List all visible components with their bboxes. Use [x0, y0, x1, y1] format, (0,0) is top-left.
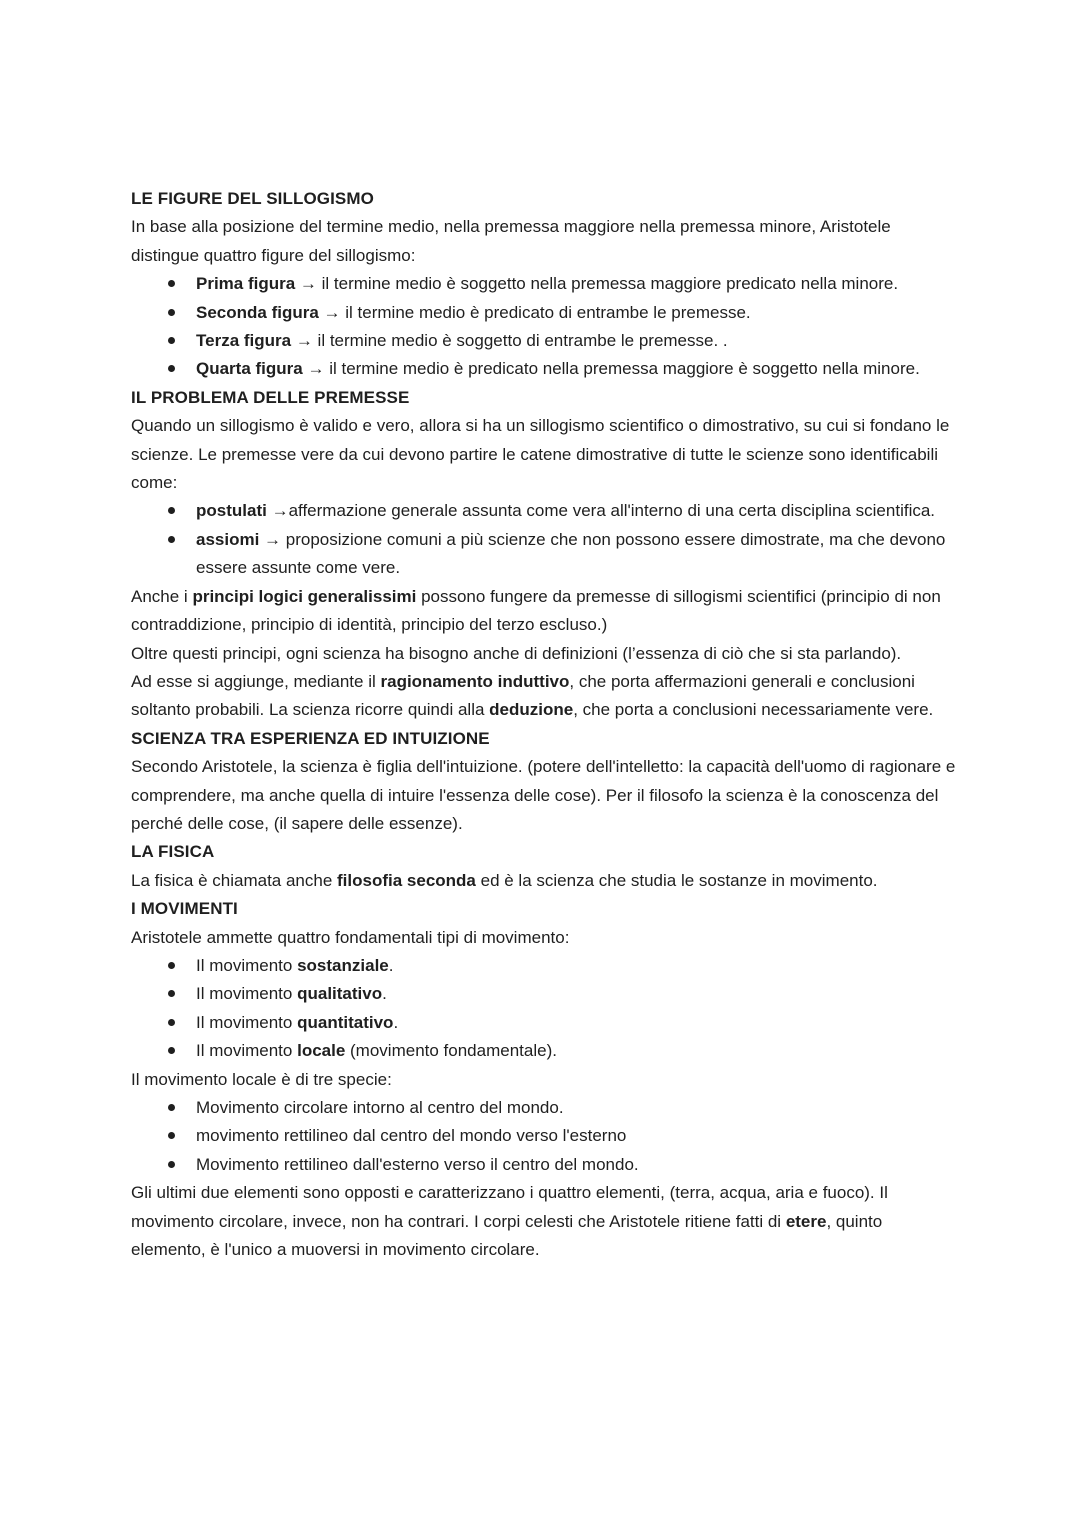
- list-item: Movimento circolare intorno al centro del mondo.: [131, 1094, 961, 1122]
- item-text: → il termine medio è soggetto nella premessa maggiore predicato nella minore.: [295, 274, 899, 294]
- text-span: Il movimento: [196, 1012, 298, 1032]
- text-span: Gli ultimi due elementi sono opposti e caratterizzano i quattro elementi, (terra, acqua, aria e fuoco). Il movimento circolare, invece, non ha contrari. I corpi celesti che Aristotele ritiene fatti di: [131, 1183, 888, 1231]
- paragraph-fisica: [131, 867, 961, 895]
- text-span: possono fungere da premesse di sillogismi scientifici (principio di non contraddizione, principio di identità, principio del terzo escluso.): [131, 586, 941, 635]
- term-bold: qualitativo: [297, 984, 383, 1004]
- list-item: movimento rettilineo dal centro del mondo verso l'esterno: [131, 1122, 961, 1150]
- text-span: (movimento fondamentale).: [345, 1041, 557, 1061]
- heading-premesse: IL PROBLEMA DELLE PREMESSE: [131, 387, 410, 407]
- heading-movimenti: I MOVIMENTI: [131, 899, 238, 919]
- paragraph-locale-intro: Il movimento locale è di tre specie:: [131, 1069, 392, 1089]
- item-text: → il termine medio è predicato nella premessa maggiore è soggetto nella minore.: [302, 359, 920, 379]
- document-body: [131, 185, 961, 1264]
- item-text: →affermazione generale assunta come vera all'interno di una certa disciplina scientifica.: [266, 501, 936, 521]
- list-item: [131, 497, 961, 525]
- text-span: Il movimento: [196, 984, 298, 1004]
- list-item: [131, 1037, 961, 1065]
- term-bold: postulati: [196, 501, 267, 521]
- list-item: [131, 952, 961, 980]
- term-bold: quantitativo: [297, 1012, 394, 1032]
- paragraph-movimenti-intro: Aristotele ammette quattro fondamentali tipi di movimento:: [131, 927, 570, 947]
- list-locale: [131, 1094, 961, 1179]
- paragraph-principi: [131, 583, 961, 640]
- term-bold: sostanziale: [297, 955, 389, 975]
- term-bold: filosofia seconda: [337, 870, 476, 890]
- term-bold: Quarta figura: [196, 359, 303, 379]
- text-span: Anche i: [131, 586, 193, 606]
- term-bold: assiomi: [196, 529, 260, 549]
- list-movimenti: [131, 952, 961, 1066]
- list-premesse: [131, 497, 961, 582]
- text-span: , quinto elemento, è l'unico a muoversi in movimento circolare.: [131, 1211, 883, 1260]
- list-item: [131, 355, 961, 383]
- list-item: [131, 327, 961, 355]
- list-item: [131, 526, 961, 583]
- paragraph-definizioni: Oltre questi principi, ogni scienza ha bisogno anche di definizioni (l’essenza di ciò che si sta parlando).: [131, 643, 902, 663]
- term-bold: locale: [297, 1041, 346, 1061]
- item-text: → proposizione comuni a più scienze che non possono essere dimostrate, ma che devono essere assunte come vere.: [196, 529, 946, 578]
- text-span: .: [388, 955, 394, 975]
- text-span: Ad esse si aggiunge, mediante il: [131, 671, 381, 691]
- term-bold: Seconda figura: [196, 302, 319, 322]
- text-span: ed è la scienza che studia le sostanze in movimento.: [475, 870, 878, 890]
- text-span: La fisica è chiamata anche: [131, 870, 338, 890]
- text-span: Il movimento: [196, 955, 298, 975]
- heading-fisica: LA FISICA: [131, 842, 215, 862]
- text-span: .: [382, 984, 387, 1004]
- term-bold: Prima figura: [196, 274, 296, 294]
- term-bold: principi logici generalissimi: [192, 586, 417, 606]
- paragraph-induzione: [131, 668, 961, 725]
- text-span: Il movimento: [196, 1041, 298, 1061]
- term-bold: ragionamento induttivo: [380, 671, 570, 691]
- list-item: [131, 299, 961, 327]
- paragraph-scienza: Secondo Aristotele, la scienza è figlia dell'intuizione. (potere dell'intelletto: la capacità dell'uomo di ragionare e comprendere, ma anche quella di intuire l'essenza delle cose). Per il filosofo la scienza è la conoscenza del perché delle cose, (il sapere delle essenze).: [131, 757, 956, 833]
- list-item: Movimento rettilineo dall'esterno verso il centro del mondo.: [131, 1151, 961, 1179]
- list-item: [131, 1009, 961, 1037]
- list-figure: [131, 270, 961, 384]
- heading-figure: LE FIGURE DEL SILLOGISMO: [131, 189, 374, 208]
- item-text: → il termine medio è soggetto di entrambe le premesse. .: [291, 331, 728, 351]
- paragraph-closing: [131, 1179, 961, 1264]
- paragraph-premesse-intro: Quando un sillogismo è valido e vero, allora si ha un sillogismo scientifico o dimostrativo, su cui si fondano le scienze. Le premesse vere da cui devono partire le catene dimostrative di tutte le scienze sono identificabili come:: [131, 416, 950, 493]
- term-bold: etere: [785, 1211, 827, 1231]
- term-bold: deduzione: [489, 700, 574, 720]
- term-bold: Terza figura: [196, 331, 292, 351]
- text-span: .: [393, 1012, 399, 1032]
- paragraph-figure-intro: In base alla posizione del termine medio, nella premessa maggiore nella premessa minore, Aristotele distingue quattro figure del sillogismo:: [131, 217, 891, 265]
- list-item: [131, 980, 961, 1008]
- text-span: , che porta a conclusioni necessariamente vere.: [573, 700, 934, 720]
- list-item: [131, 270, 961, 298]
- item-text: → il termine medio è predicato di entrambe le premesse.: [318, 302, 751, 322]
- heading-scienza: SCIENZA TRA ESPERIENZA ED INTUIZIONE: [131, 728, 490, 748]
- text-span: , che porta affermazioni generali e conclusioni soltanto probabili. La scienza ricorre quindi alla: [131, 671, 915, 720]
